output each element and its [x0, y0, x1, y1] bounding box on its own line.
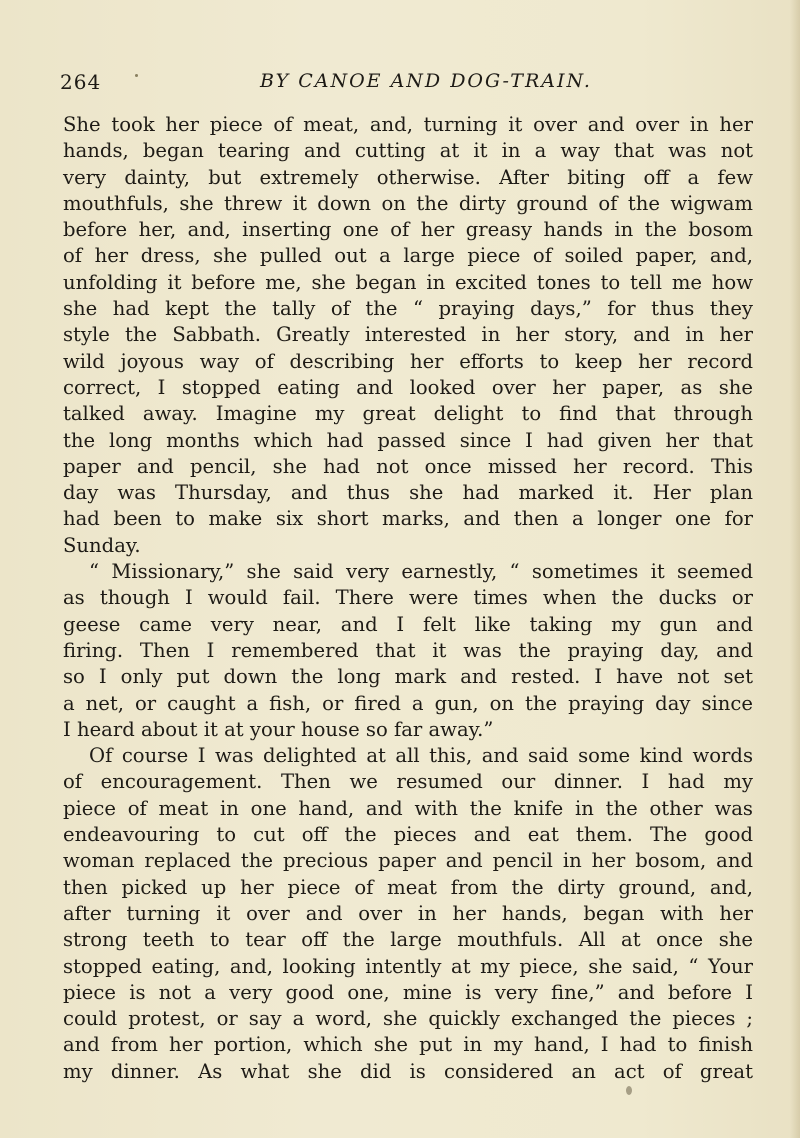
text-line: firing. Then I remembered that it was the praying day, and	[63, 638, 753, 662]
page-edge-shadow	[790, 0, 800, 1138]
text-line: my dinner. As what she did is considered an act of great	[63, 1059, 753, 1083]
text-line: strong teeth to tear off the large mouthfuls. All at once she	[63, 928, 753, 952]
text-line: day was Thursday, and thus she had marked it. Her plan	[63, 481, 753, 505]
text-line: I heard about it at your house so far away.”	[63, 717, 494, 741]
text-line: piece is not a very good one, mine is very fine,” and before I	[63, 980, 753, 1004]
text-line: a net, or caught a fish, or fired a gun, on the praying day since	[63, 691, 753, 715]
text-line: so I only put down the long mark and rested. I have not set	[63, 665, 753, 689]
paragraph	[63, 112, 753, 559]
text-line: she had kept the tally of the “ praying days,” for thus they	[63, 297, 753, 321]
text-line: wild joyous way of describing her efforts to keep her record	[63, 349, 753, 373]
page-number: 264	[60, 70, 102, 94]
text-line: Of course I was delighted at all this, and said some kind words	[89, 744, 753, 768]
text-line: mouthfuls, she threw it down on the dirty ground of the wigwam	[63, 191, 753, 215]
text-line: She took her piece of meat, and, turning it over and over in her	[63, 113, 753, 136]
text-line: geese came very near, and I felt like taking my gun and	[63, 612, 753, 636]
text-line: correct, I stopped eating and looked over her paper, as she	[63, 375, 753, 399]
body-text	[63, 112, 753, 1085]
paragraph	[63, 559, 753, 743]
text-line: very dainty, but extremely otherwise. After biting off a few	[63, 165, 753, 189]
text-line: the long months which had passed since I had given her that	[63, 428, 753, 452]
text-line: hands, began tearing and cutting at it in a way that was not	[63, 139, 753, 163]
text-line: as though I would fail. There were times when the ducks or	[63, 586, 753, 610]
text-line: of encouragement. Then we resumed our dinner. I had my	[63, 770, 753, 794]
paragraph	[63, 743, 753, 1085]
text-line: “ Missionary,” she said very earnestly, “ sometimes it seemed	[89, 560, 753, 584]
running-head: BY CANOE AND DOG-TRAIN.	[260, 70, 592, 92]
page-header	[60, 70, 760, 100]
text-line: then picked up her piece of meat from the dirty ground, and,	[63, 875, 753, 899]
text-line: could protest, or say a word, she quickly exchanged the pieces ;	[63, 1007, 753, 1031]
print-speck	[135, 74, 138, 77]
text-line: had been to make six short marks, and then a longer one for	[63, 507, 753, 531]
text-line: stopped eating, and, looking intently at my piece, she said, “ Your	[63, 954, 753, 978]
text-line: piece of meat in one hand, and with the knife in the other was	[63, 796, 753, 820]
text-line: and from her portion, which she put in my hand, I had to finish	[63, 1033, 753, 1057]
text-line: woman replaced the precious paper and pencil in her bosom, and	[63, 849, 753, 873]
text-line: paper and pencil, she had not once missed her record. This	[63, 454, 753, 478]
text-line: Sunday.	[63, 533, 141, 557]
text-line: before her, and, inserting one of her greasy hands in the bosom	[63, 218, 753, 242]
text-line: talked away. Imagine my great delight to find that through	[63, 402, 753, 426]
text-line: after turning it over and over in her hands, began with her	[63, 901, 753, 925]
print-speck	[626, 1086, 632, 1095]
text-line: unfolding it before me, she began in excited tones to tell me how	[63, 270, 753, 294]
text-line: style the Sabbath. Greatly interested in her story, and in her	[63, 323, 753, 347]
text-line: of her dress, she pulled out a large piece of soiled paper, and,	[63, 244, 753, 268]
text-line: endeavouring to cut off the pieces and eat them. The good	[63, 823, 753, 847]
